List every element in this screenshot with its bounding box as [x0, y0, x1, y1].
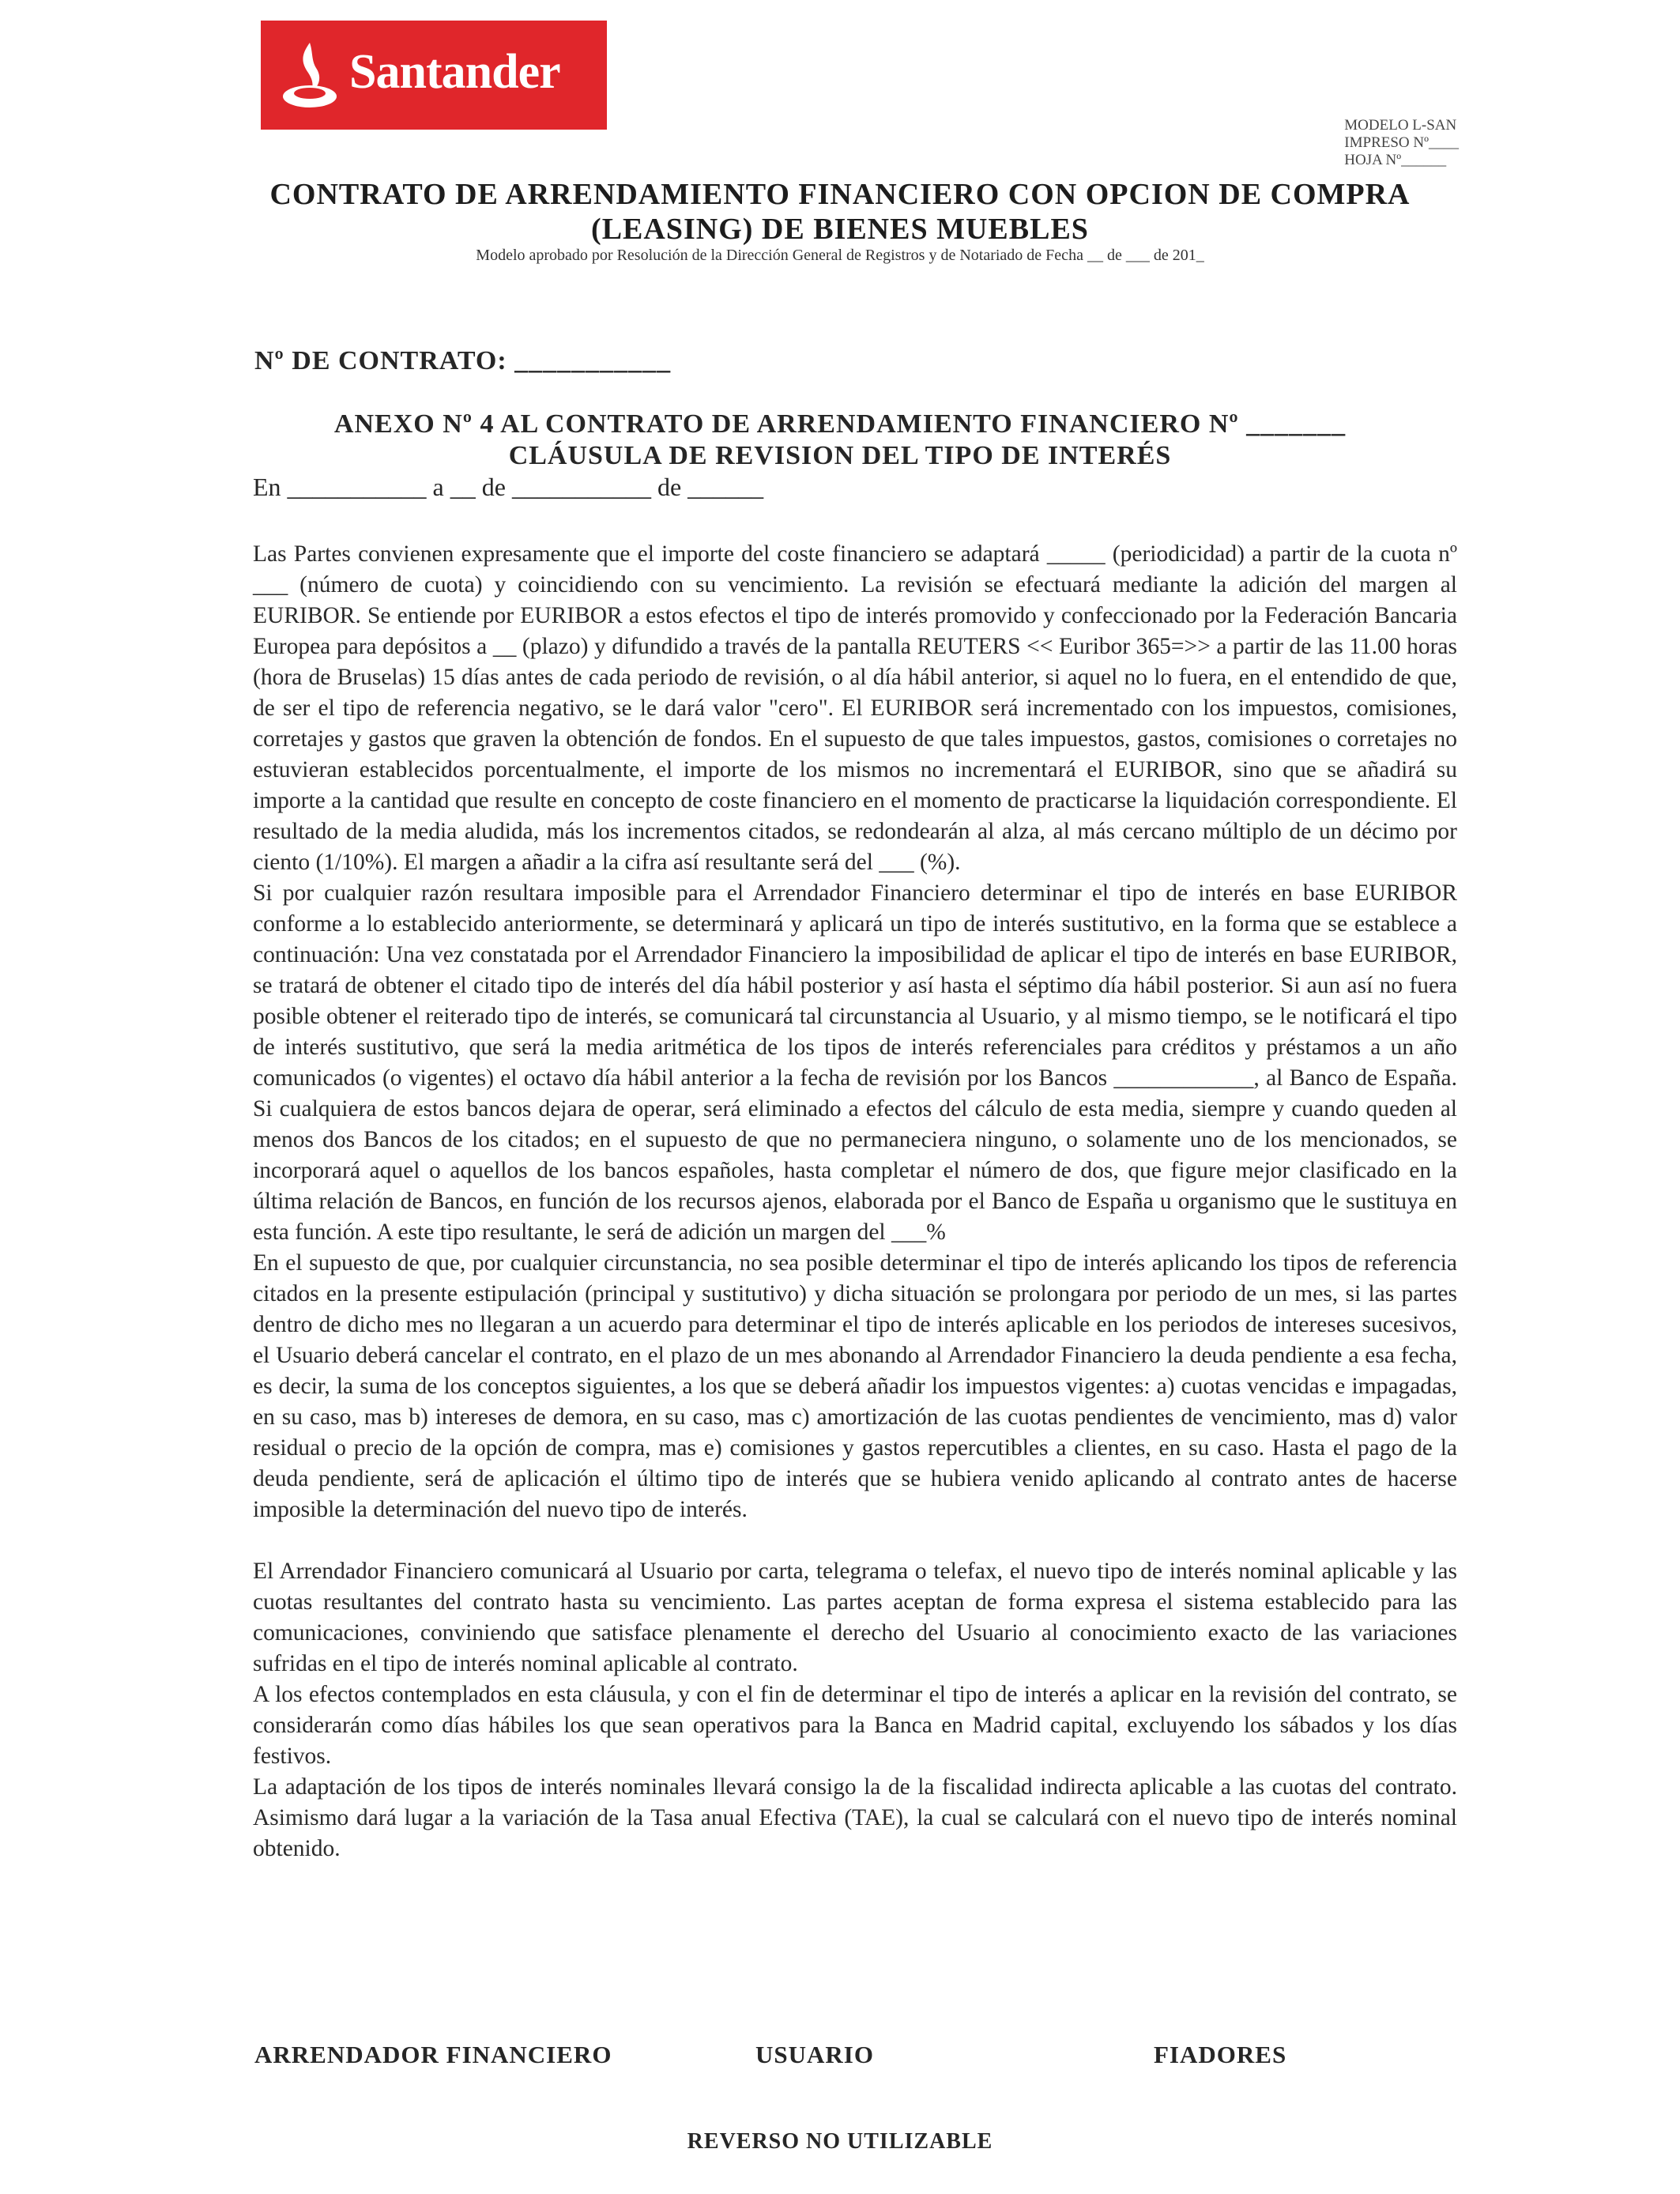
signature-arrendador: ARRENDADOR FINANCIERO	[254, 2041, 612, 2068]
contract-number: Nº DE CONTRATO: ___________	[254, 346, 672, 375]
paragraph: El Arrendador Financiero comunicará al Usuario por carta, telegrama o telefax, el nuevo tipo de interés nominal aplicable y las cuotas resultantes del contrato hasta su vencimiento. Las partes aceptan de forma expresa el sistema establecido para las comunicaciones, conviniendo que satisface plenamente el derecho del Usuario al conocimiento exacto de las variaciones sufridas en el tipo de interés nominal aplicable al contrato.	[253, 1559, 1457, 1676]
signature-fiadores: FIADORES	[1154, 2041, 1287, 2068]
model-info	[1344, 117, 1459, 169]
paragraph: Las Partes convienen expresamente que el importe del coste financiero se adaptará _____ (periodicidad) a partir de la cuota nº ___ (número de cuota) y coincidiendo con su vencimiento. La revisión se efectuará mediante la adición del margen al EURIBOR. Se entiende por EURIBOR a estos efectos el tipo de interés promovido y confeccionado por la Federación Bancaria Europea para depósitos a __ (plazo) y difundido a través de la pantalla REUTERS << Euribor 365=>> a partir de las 11.00 horas (hora de Bruselas) 15 días antes de cada periodo de revisión, o al día hábil anterior, si aquel no lo fuera, en el entendido de que, de ser el tipo de referencia negativo, se le dará valor "cero". El EURIBOR será incrementado con los impuestos, comisiones, corretajes y gastos que graven la obtención de fondos. En el supuesto de que tales impuestos, gastos, comisiones o corretajes no estuvieran establecidos porcentualmente, el importe de los mismos no incrementará el EURIBOR, sino que se añadirá su importe a la cantidad que resulte en concepto de coste financiero en el momento de practicarse la liquidación correspondiente. El resultado de la media aludida, más los incrementos citados, se redondearán al alza, al más cercano múltiplo de un décimo por ciento (1/10%). El margen a añadir a la cifra así resultante será del ___ (%).	[253, 541, 1457, 875]
place-date-line: En ___________ a __ de ___________ de ______	[253, 473, 764, 501]
santander-logo	[261, 21, 607, 130]
document-title-line2: (LEASING) DE BIENES MUEBLES	[591, 213, 1089, 246]
annex-title-line2: CLÁUSULA DE REVISION DEL TIPO DE INTERÉS	[508, 441, 1172, 470]
clause-body	[253, 539, 1457, 1864]
paragraph: La adaptación de los tipos de interés nominales llevará consigo la de la fiscalidad indirecta aplicable a las cuotas del contrato. Asimismo dará lugar a la variación de la Tasa anual Efectiva (TAE), la cual se calculará con el nuevo tipo de interés nominal obtenido.	[253, 1774, 1457, 1861]
brand-name: Santander	[349, 45, 560, 99]
hoja-label: HOJA Nº______	[1344, 152, 1447, 168]
modelo-label: MODELO L-SAN	[1344, 117, 1457, 134]
reverse-notice: REVERSO NO UTILIZABLE	[687, 2129, 993, 2154]
paragraph: A los efectos contemplados en esta cláusula, y con el fin de determinar el tipo de interés a aplicar en la revisión del contrato, se considerarán como días hábiles los que sean operativos para la Banca en Madrid capital, excluyendo los sábados y los días festivos.	[253, 1682, 1457, 1769]
annex-title-line1: ANEXO Nº 4 AL CONTRATO DE ARRENDAMIENTO FINANCIERO Nº _______	[333, 409, 1347, 439]
impreso-label: IMPRESO Nº____	[1344, 134, 1459, 151]
flame-icon	[278, 38, 341, 114]
paragraph: En el supuesto de que, por cualquier circunstancia, no sea posible determinar el tipo de interés aplicando los tipos de referencia citados en la presente estipulación (principal y sustitutivo) y dicha situación se prolongara por periodo de un mes, si las partes dentro de dicho mes no llegaran a un acuerdo para determinar el tipo de interés aplicable en los periodos de intereses sucesivos, el Usuario deberá cancelar el contrato, en el plazo de un mes abonando al Arrendador Financiero la deuda pendiente a esa fecha, es decir, la suma de los conceptos siguientes, a los que se deberá añadir los impuestos vigentes: a) cuotas vencidas e impagadas, en su caso, mas b) intereses de demora, en su caso, mas c) amortización de las cuotas pendientes de vencimiento, mas d) valor residual o precio de la opción de compra, mas e) comisiones y gastos repercutibles a clientes, en su caso. Hasta el pago de la deuda pendiente, será de aplicación el último tipo de interés que se hubiera venido aplicando al contrato antes de hacerse imposible la determinación del nuevo tipo de interés.	[253, 1250, 1457, 1522]
paragraph: Si por cualquier razón resultara imposible para el Arrendador Financiero determinar el tipo de interés en base EURIBOR conforme a lo establecido anteriormente, se determinará y aplicará un tipo de interés sustitutivo, en la forma que se establece a continuación: Una vez constatada por el Arrendador Financiero la imposibilidad de aplicar el tipo de interés en base EURIBOR, se tratará de obtener el citado tipo de interés del día hábil posterior y así hasta el séptimo día hábil posterior. Si aun así no fuera posible obtener el reiterado tipo de interés, se comunicará tal circunstancia al Usuario, y al mismo tiempo, se le notificará el tipo de interés sustitutivo, que será la media aritmética de los tipos de interés referenciales para créditos y préstamos a un año comunicados (o vigentes) el octavo día hábil anterior a la fecha de revisión por los Bancos ____________, al Banco de España. Si cualquiera de estos bancos dejara de operar, será eliminado a efectos del cálculo de esta media, siempre y cuando queden al menos dos Bancos de los citados; en el supuesto de que no permaneciera ninguno, o solamente uno de los mencionados, se incorporará aquel o aquellos de los bancos españoles, hasta completar el número de dos, que figure mejor clasificado en la última relación de Bancos, en función de los recursos ajenos, elaborada por el Banco de España u organismo que le sustituya en esta función. A este tipo resultante, le será de adición un margen del ___%	[253, 880, 1457, 1245]
approval-note: Modelo aprobado por Resolución de la Dirección General de Registros y de Notariado de Fecha __ de ___ de 201_	[476, 247, 1204, 264]
signature-usuario: USUARIO	[755, 2041, 874, 2068]
document-title-line1: CONTRATO DE ARRENDAMIENTO FINANCIERO CON OPCION DE COMPRA	[269, 178, 1411, 211]
